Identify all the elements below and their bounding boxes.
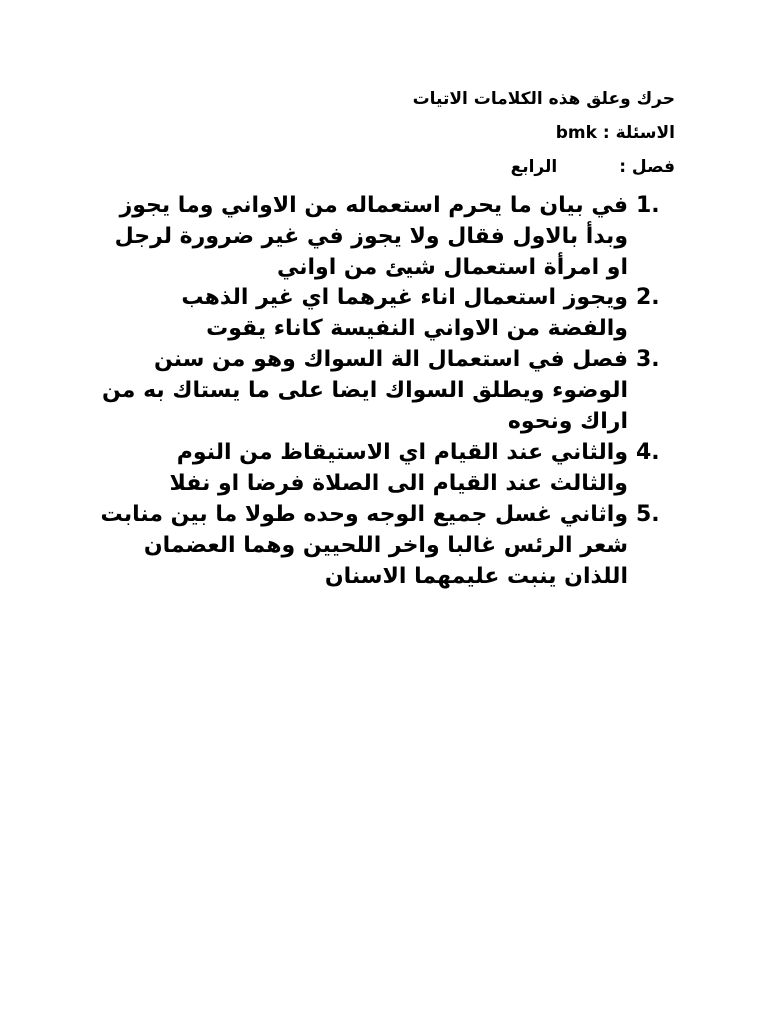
list-item [98, 499, 680, 592]
item-number: 2. [636, 285, 660, 310]
header-questions [556, 122, 675, 144]
header-title [413, 88, 675, 110]
header-title-text: حرك وعلق هذه الكلامات الاتيات [412, 89, 675, 109]
questions-list [98, 190, 680, 592]
chapter-value: الرابع [510, 157, 558, 177]
list-item [98, 282, 680, 344]
item-number: 3. [636, 347, 660, 372]
item-text: واثاني غسل جميع الوجه وحده طولا ما بين منابت شعر الرئس غالبا واخر اللحيين وهما العضمان اللذان ينبت عليمهما الاسنان [100, 502, 628, 589]
item-number: 1. [636, 193, 660, 218]
header-chapter [511, 156, 675, 178]
item-text: فصل في استعمال الة السواك وهو من سنن الوضوء ويطلق السواك ايضا على ما يستاك به من اراك ونحوه [102, 347, 628, 434]
item-number: 5. [636, 502, 660, 527]
list-item [98, 190, 680, 283]
questions-label: الاسئلة : [602, 123, 675, 143]
questions-value: bmk [555, 123, 597, 143]
list-item [98, 437, 680, 499]
item-text: في بيان ما يحرم استعماله من الاواني وما يجوز وبدأ بالاول فقال ولا يجوز في غير ضرورة لرجل او امرأة استعمال شيئ من اواني [114, 193, 628, 280]
item-text: والثاني عند القيام اي الاستيقاظ من النوم والثالث عند القيام الى الصلاة فرضا او نفلا [169, 440, 628, 496]
item-number: 4. [636, 440, 660, 465]
chapter-label: فصل : [619, 157, 675, 177]
list-item [98, 344, 680, 437]
item-text: ويجوز استعمال اناء غيرهما اي غير الذهب والفضة من الاواني النفيسة كاناء يقوت [181, 285, 628, 341]
